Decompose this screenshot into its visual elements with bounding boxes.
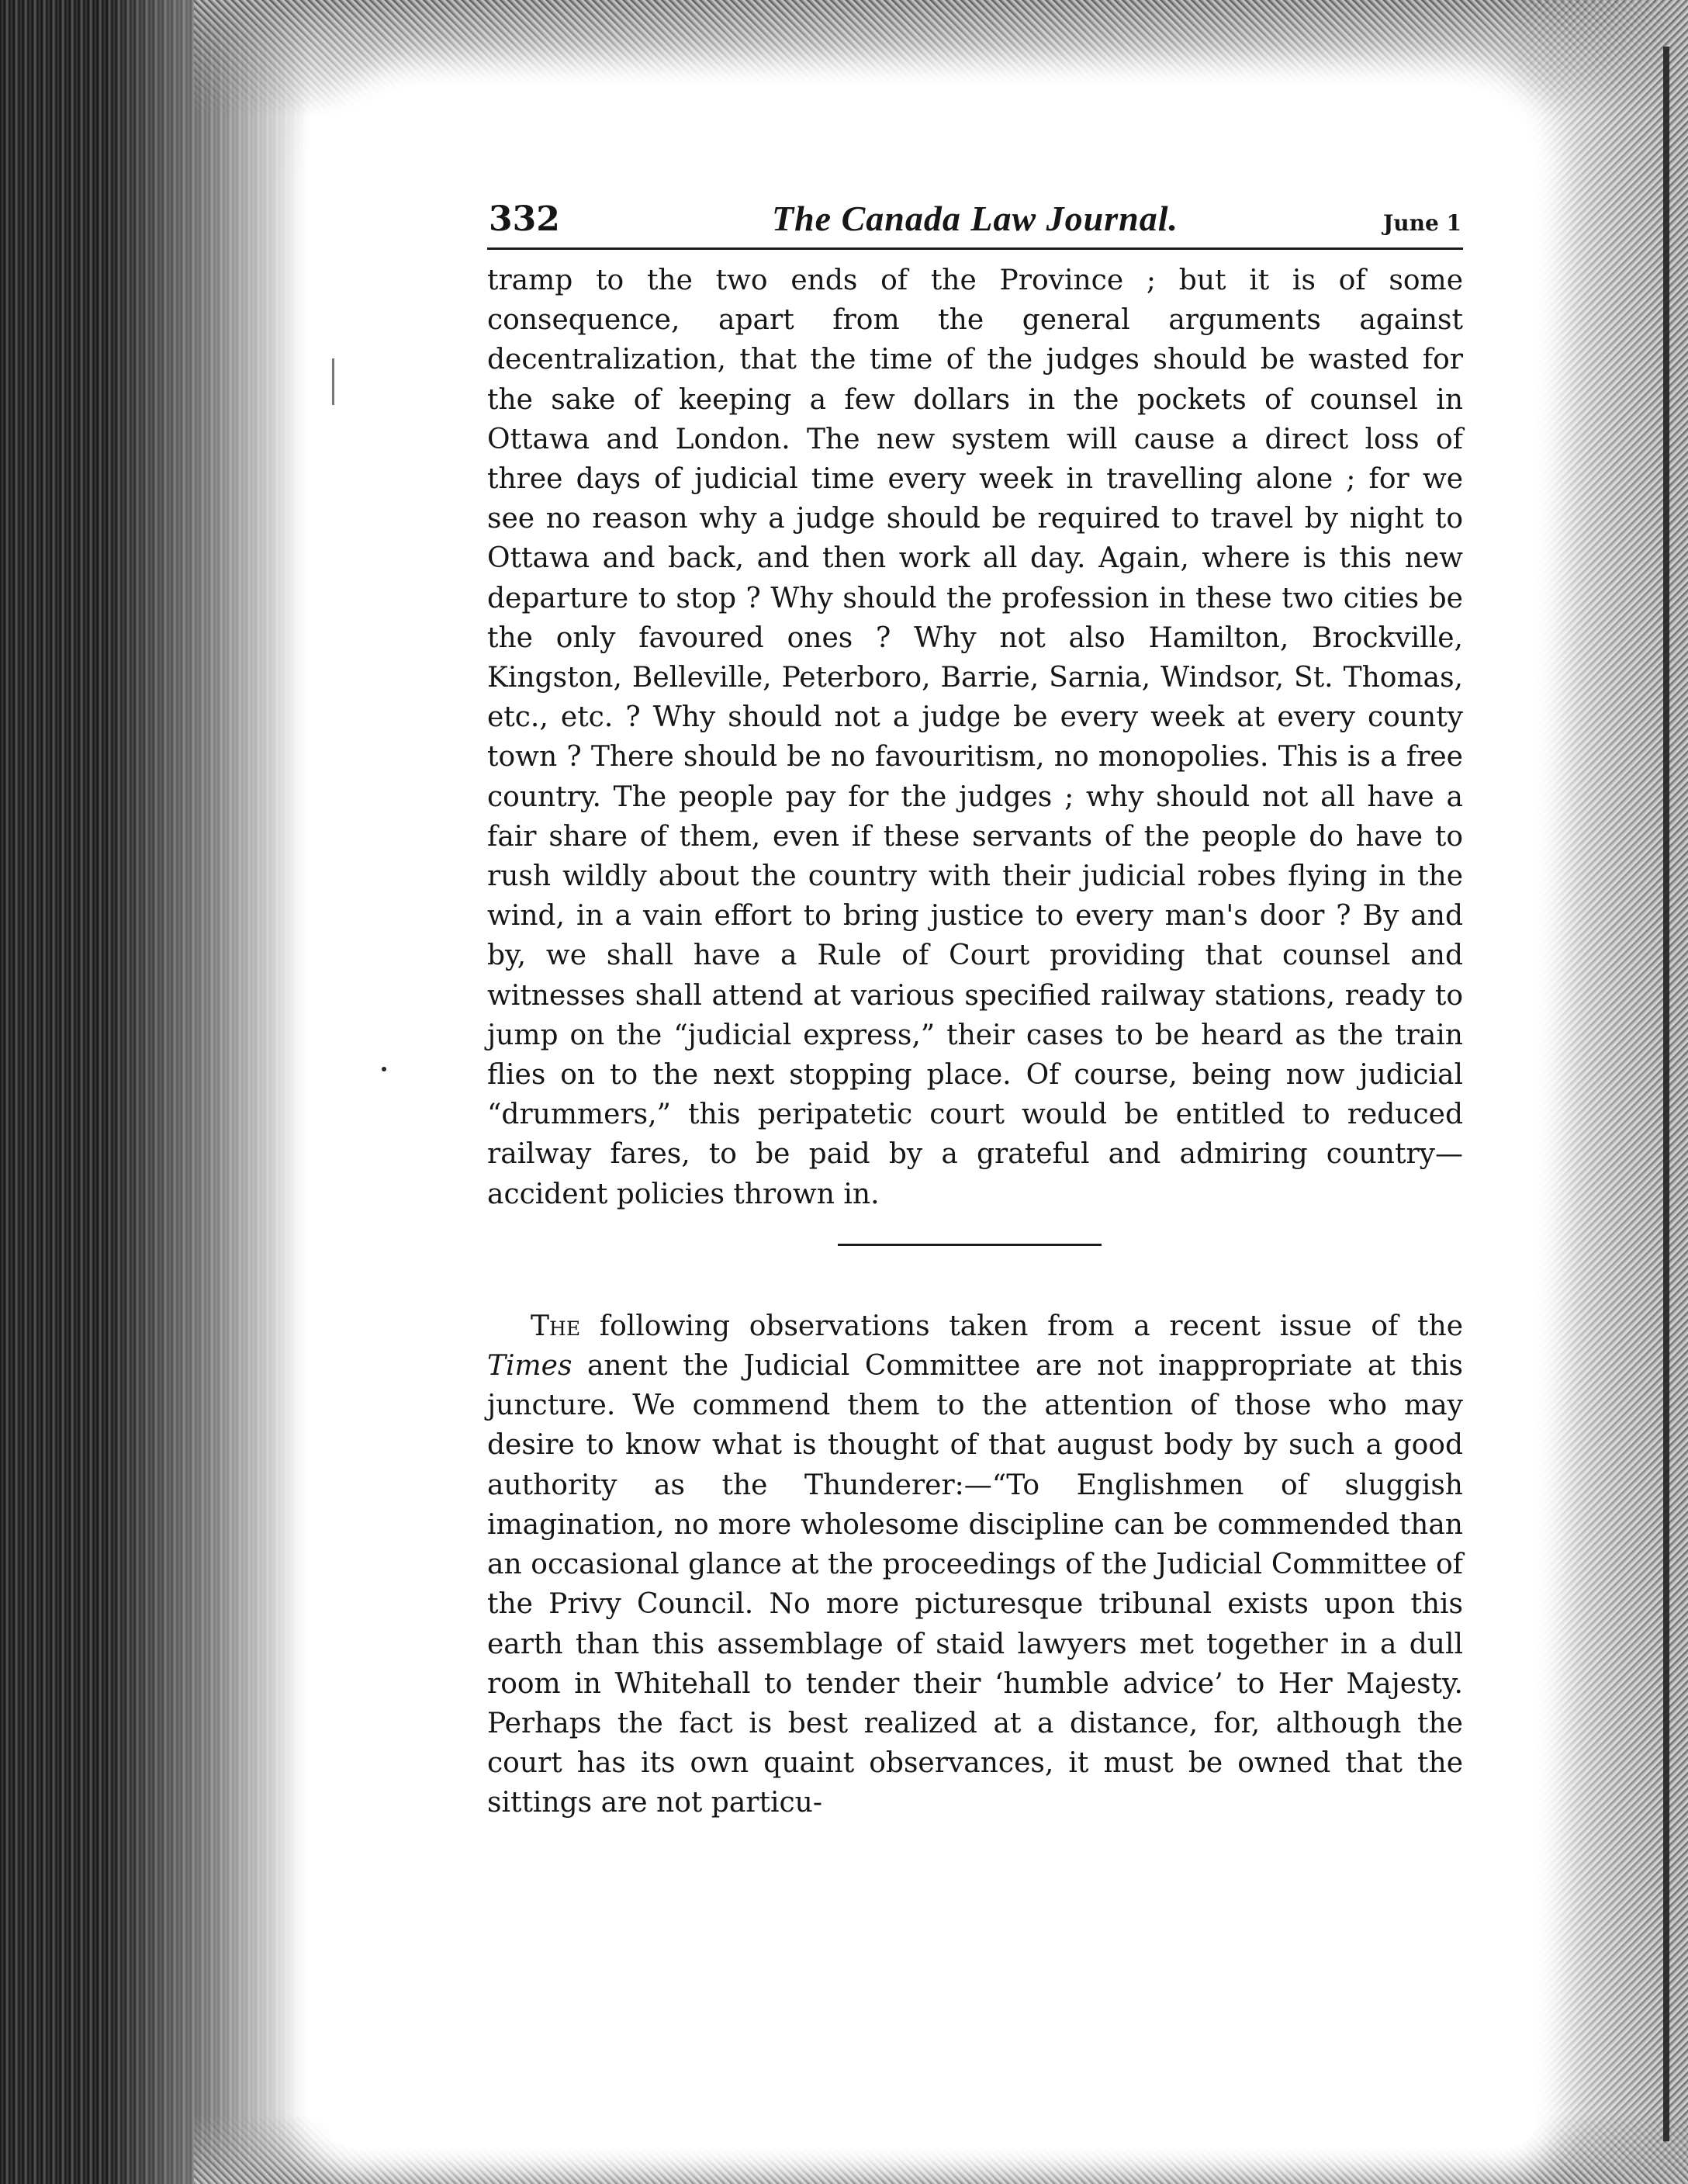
issue-date: June 1 [1382,210,1461,236]
scan-edge-rule [1663,47,1669,2141]
section-divider [838,1244,1102,1246]
scan-shadow-left [0,0,310,2184]
paragraph-text: anent the Judicial Committee are not inappropriate at this juncture. We commend them to the attention of those who may desire to know what is thought of that august body by such a good authority as the Thunderer:—“To Englishmen of sluggish imagination, no more wholesome discipline can be commended than an occasional glance at the proceedings of the Judicial Committee of the Privy Council. No more picturesque tribunal exists upon this earth than this assemblage of staid lawyers met together in a dull room in Whitehall to tender their ‘humble advice’ to Her Majesty. Perhaps the fact is best realized at a distance, for, although the court has its own quaint observances, it must be owned that the sittings are not particu- [487,1350,1463,1819]
journal-title: The Canada Law Journal. [772,199,1178,238]
article-paragraph-times [487,1307,1463,1823]
paragraph-lead-word: The [531,1310,581,1342]
article-paragraph: tramp to the two ends of the Province ; but it is of some consequence, apart from the general arguments against decentralization, that the time of the judges should be wasted for the sake of keeping a few dollars in the pockets of counsel in Ottawa and London. The new system will cause a direct loss of three days of judicial time every week in travelling alone ; for we see no reason why a judge should be required to travel by night to Ottawa and back, and then work all day. Again, where is this new departure to stop ? Why should the profession in these two cities be the only favoured ones ? Why not also Hamilton, Brockville, Kingston, Belleville, Peterboro, Barrie, Sarnia, Windsor, St. Thomas, etc., etc. ? Why should not a judge be every week at every county town ? There should be no favouritism, no monopolies. This is a free country. The people pay for the judges ; why should not all have a fair share of them, even if these servants of the people do have to rush wildly about the country with their judicial robes flying in the wind, in a vain effort to bring justice to every man's door ? By and by, we shall have a Rule of Court providing that counsel and witnesses shall attend at various specified railway stations, ready to jump on the “judicial express,” their cases to be heard as the train flies on to the next stopping place. Of course, being now judicial “drummers,” this peripatetic court would be entitled to reduced railway fares, to be paid by a grateful and admiring country—accident policies thrown in. [487,265,1463,1210]
running-head [487,198,1463,250]
newspaper-title: Times [487,1350,572,1383]
page-number: 332 [489,199,560,239]
paragraph-text: following observations taken from a recent issue of the [580,1310,1463,1342]
scan-dot [382,1067,386,1071]
scan-speck [332,358,334,405]
journal-page [487,198,1463,1823]
